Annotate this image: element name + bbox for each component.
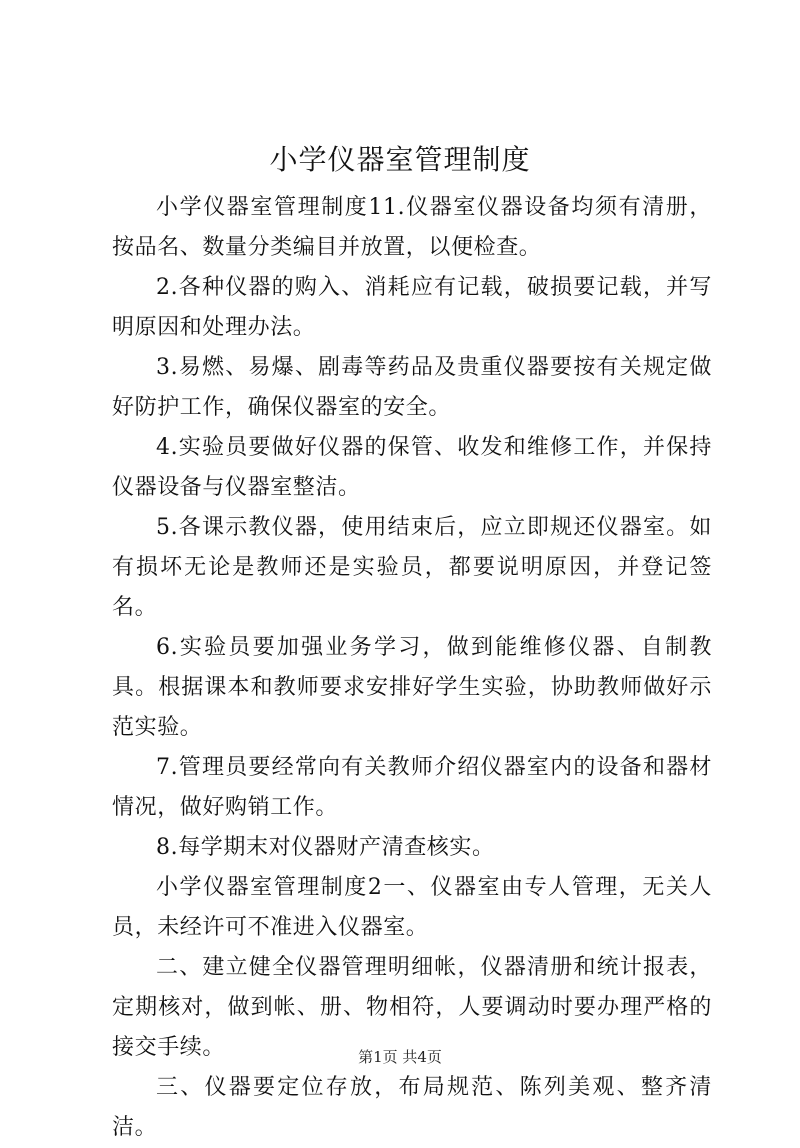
paragraph-8: 8.每学期末对仪器财产清查核实。 — [156, 835, 495, 860]
paragraph-9: 小学仪器室管理制度2一、仪器室由专人管理，无关人员，未经许可不准进入仪器室。 — [112, 875, 712, 940]
paragraph-5: 5.各课示教仪器，使用结束后，应立即规还仪器室。如有损坏无论是教师还是实验员，都要说明原因，并登记签名。 — [112, 515, 712, 620]
page-number-footer: 第1页 共4页 — [358, 1048, 442, 1066]
paragraph-1: 小学仪器室管理制度11.仪器室仪器设备均须有清册，按品名、数量分类编目并放置，以便检查。 — [112, 195, 712, 260]
paragraph-6: 6.实验员要加强业务学习，做到能维修仪器、自制教具。根据课本和教师要求安排好学生实验，协助教师做好示范实验。 — [112, 635, 712, 740]
paragraph-3: 3.易燃、易爆、剧毒等药品及贵重仪器要按有关规定做好防护工作，确保仪器室的安全。 — [112, 355, 712, 420]
document-title: 小学仪器室管理制度 — [269, 143, 531, 176]
paragraph-2: 2.各种仪器的购入、消耗应有记载，破损要记载，并写明原因和处理办法。 — [112, 275, 712, 340]
document-body — [112, 188, 712, 1148]
paragraph-11: 三、仪器要定位存放，布局规范、陈列美观、整齐清洁。 — [112, 1075, 712, 1140]
paragraph-7: 7.管理员要经常向有关教师介绍仪器室内的设备和器材情况，做好购销工作。 — [112, 755, 712, 820]
paragraph-10: 二、建立健全仪器管理明细帐，仪器清册和统计报表，定期核对，做到帐、册、物相符，人要调动时要办理严格的接交手续。 — [112, 955, 712, 1060]
paragraph-4: 4.实验员要做好仪器的保管、收发和维修工作，并保持仪器设备与仪器室整洁。 — [112, 435, 712, 500]
